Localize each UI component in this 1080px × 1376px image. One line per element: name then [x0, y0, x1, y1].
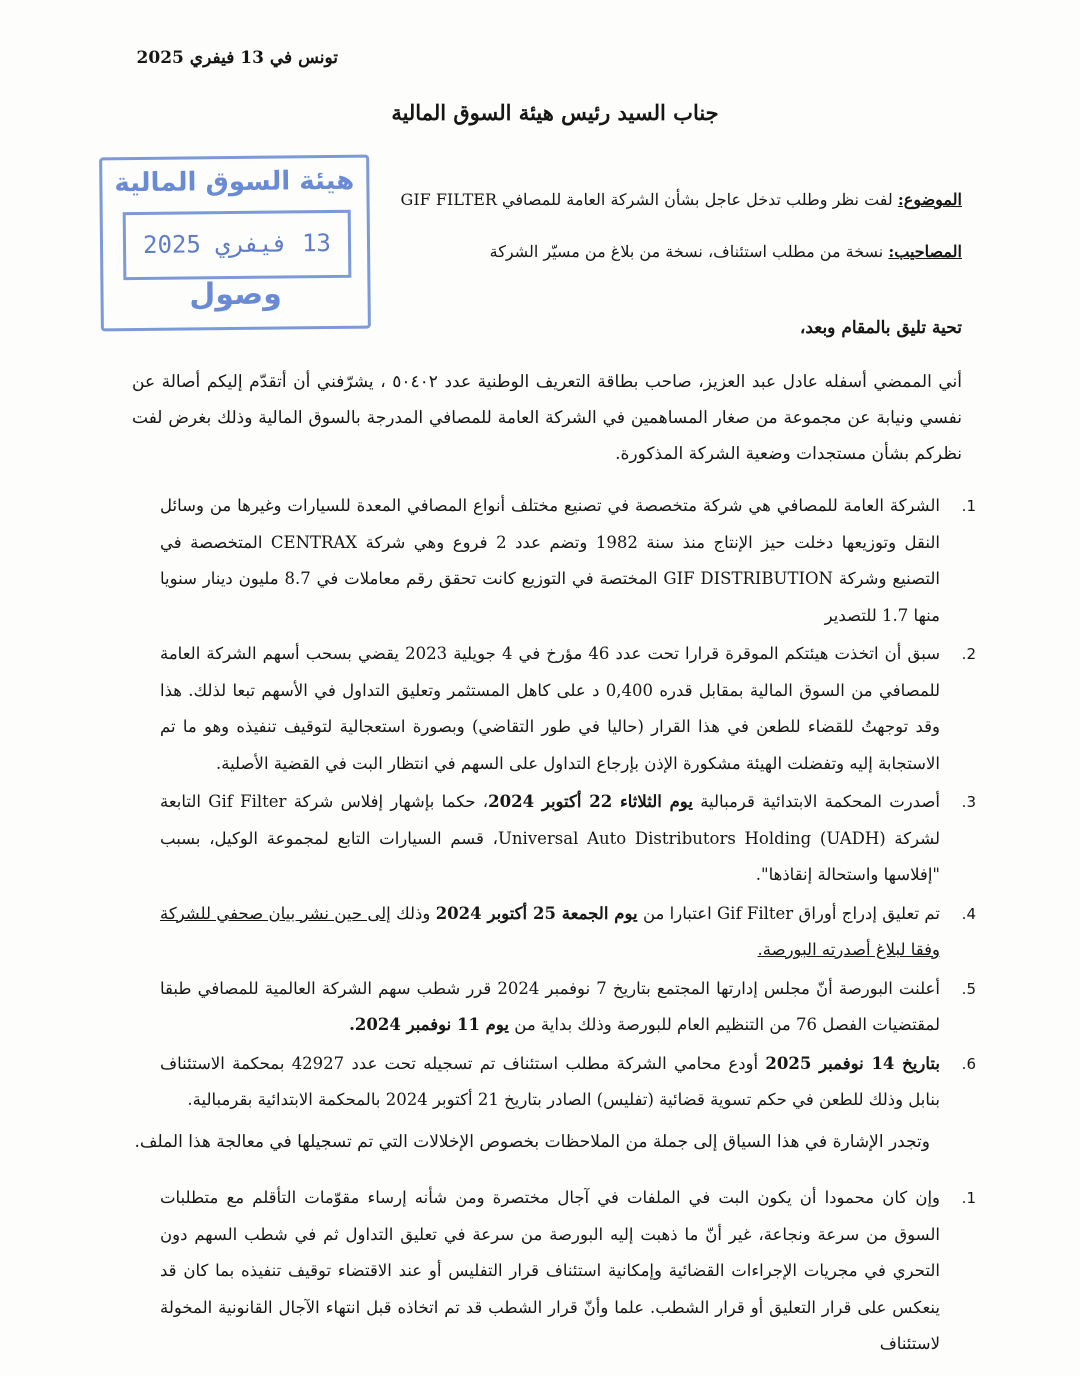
stamp-date: 13 فيفري 2025 [142, 228, 332, 259]
remarks-list [160, 1180, 976, 1365]
item-number: 1. [961, 1189, 976, 1207]
item-bold-date: يوم 11 نوفمبر 2024. [349, 1015, 510, 1034]
list-item [160, 636, 976, 782]
item-text: ، حكما بإشهار إفلاس شركة Gif Filter التابعة لشركة Universal Auto Distributors Holding (UADH)، قسم السيارات التابع لمجموعة الوكيل، بسبب "إفلاسها واستحالة إنقاذها". [160, 792, 940, 884]
item-number: 2. [961, 645, 976, 663]
subject-label: الموضوع: [897, 190, 962, 209]
item-number: 3. [961, 793, 976, 811]
item-number: 1. [961, 497, 976, 515]
list-item [160, 1046, 976, 1119]
subject-line [401, 190, 962, 209]
item-underlined-text: إلى حين نشر بيان صحفي للشركة وفقا لبلاغ أصدرته البورصة. [160, 903, 940, 959]
attachments-text: نسخة من مطلب استئناف، نسخة من بلاغ من مسيّر الشركة [489, 242, 889, 261]
list-item [160, 896, 976, 969]
greeting: تحية تليق بالمقام وبعد، [799, 318, 962, 338]
item-text: وإن كان محمودا أن يكون البت في الملفات في آجال مختصرة ومن شأنه إرساء مقوّمات التأقلم مع متطلبات السوق من سرعة ونجاعة، غير أنّ ما ذهبت إليه البورصة من سرعة في تعليق التداول ثم في شطب السهم دون التحري في مجريات الإجراءات القضائية وإمكانية استئناف قرار التفليس أو عند الاقتضاء توقيف تنفيذه بما كان قد ينعكس على قرار التعليق أو قرار الشطب. علما وأنّ قرار الشطب قد تم اتخاذه قبل انتهاء الآجال القانونية المخولة لاستئناف [160, 1188, 940, 1353]
item-text: تم تعليق إدراج أوراق Gif Filter اعتبارا من [637, 903, 940, 923]
item-text: الشركة العامة للمصافي هي شركة متخصصة في تصنيع مختلف أنواع المصافي المعدة للسيارات وغيرها من وسائل النقل وتوزيعها دخلت حيز الإنتاج منذ سنة 1982 وتضم عدد 2 فروع وهي شركة CENTRAX المتخصصة في التصنيع وشركة GIF DISTRIBUTION المختصة في التوزيع كانت تحقق رقم معاملات في 8.7 مليون دينار سنويا منها 1.7 للتصدير [160, 496, 940, 625]
item-text: أعلنت البورصة أنّ مجلس إدارتها المجتمع بتاريخ 7 نوفمبر 2024 قرر شطب سهم الشركة العالمية للمصافي طبقا لمقتضيات الفصل 76 من التنظيم العام للبورصة وذلك بداية من [160, 978, 940, 1034]
list-item [160, 488, 976, 634]
item-bold-date: يوم الثلاثاء 22 أكتوبر 2024 [488, 792, 693, 811]
stamp-date-box [123, 210, 352, 280]
item-text: أصدرت المحكمة الابتدائية قرمبالية [692, 792, 940, 811]
list-item [160, 971, 976, 1044]
list-item [160, 1180, 976, 1363]
list-item [160, 784, 976, 894]
addressee: جناب السيد رئيس هيئة السوق المالية [391, 100, 719, 125]
stamp-received-word: وصول [189, 276, 282, 313]
item-text: وذلك [390, 903, 436, 923]
item-number: 6. [961, 1054, 976, 1073]
item-text: أودع محامي الشركة مطلب استئناف تم تسجيله تحت عدد 42927 بمحكمة الاستئناف بنابل وذلك للطعن في حكم تسوية قضائية (تفليس) الصادر بتاريخ 21 أكتوبر 2024 بالمحكمة الابتدائية بقرمبالية. [160, 1053, 940, 1109]
item-text: سبق أن اتخذت هيئتكم الموقرة قرارا تحت عدد 46 مؤرخ في 4 جويلية 2023 يقضي بسحب أسهم الشركة العامة للمصافي من السوق المالية بمقابل قدره 0,400 د على كاهل المستثمر وتعليق التداول في الأسهم تبعا لذلك. هذا وقد توجهتُ للقضاء للطعن في هذا القرار (حاليا في طور التقاضي) وبصورة استعجالية لتوقيف تنفيذه وهو ما تم الاستجابة إليه وتفضلت الهيئة مشكورة الإذن بإرجاع التداول على السهم في انتظار البت في القضية الأصلية. [160, 644, 941, 773]
intro-paragraph: أني الممضي أسفله عادل عبد العزيز، صاحب بطاقة التعريف الوطنية عدد ٥٠٤٠٢ ، يشرّفني أن أتقدّم إليكم أصالة عن نفسي ونيابة عن مجموعة من صغار المساهمين في الشركة العامة للمصافي المدرجة بالسوق المالية وذلك بغرض لفت نظركم بشأن مستجدات وضعية الشركة المذكورة. [132, 372, 962, 464]
item-bold-date: يوم الجمعة 25 أكتوبر 2024 [435, 903, 638, 923]
attachments-label: المصاحيب: [888, 242, 962, 261]
subject-text: لفت نظر وطلب تدخل عاجل بشأن الشركة العامة للمصافي GIF FILTER [400, 190, 898, 209]
item-number: 5. [961, 979, 976, 998]
remarks-intro: وتجدر الإشارة في هذا السياق إلى جملة من الملاحظات بخصوص الإخلالات التي تم تسجيلها في معالجة هذا الملف. [134, 1132, 930, 1152]
item-bold-date: بتاريخ 14 نوفمبر 2025 [765, 1053, 940, 1073]
stamp-organization: هيئة السوق المالية [114, 165, 355, 199]
facts-list [160, 488, 976, 1121]
reception-stamp [99, 155, 371, 332]
item-number: 4. [961, 904, 976, 923]
attachments-line [490, 242, 962, 261]
letter-date: تونس في 13 فيفري 2025 [136, 48, 338, 68]
